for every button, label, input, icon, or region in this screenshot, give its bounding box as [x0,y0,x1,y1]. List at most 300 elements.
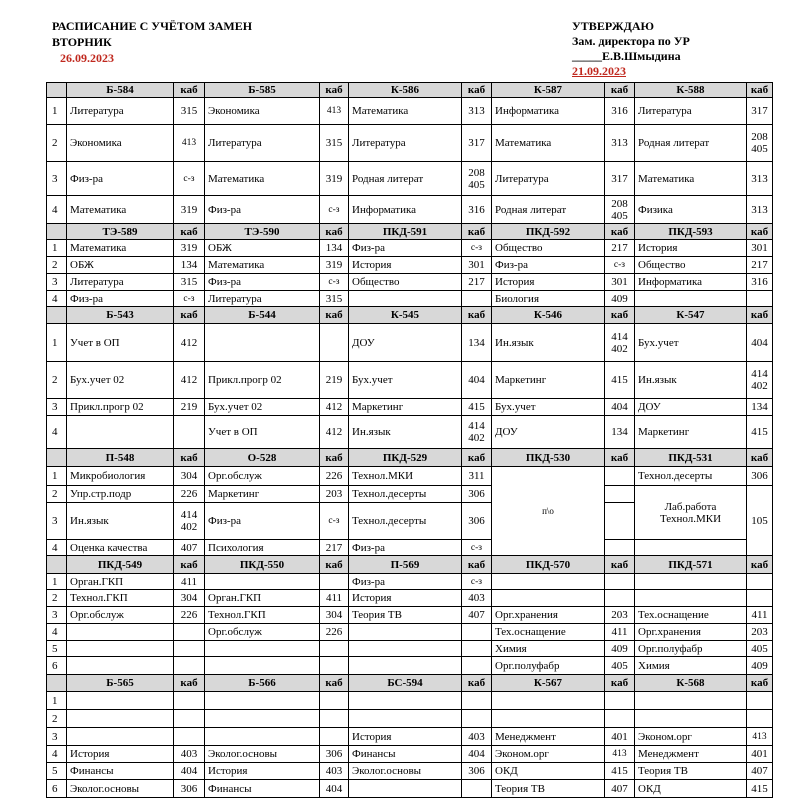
subject-cell [349,780,462,798]
subject-cell: Упр.стр.подр [67,486,174,503]
group-name: Б-585 [205,83,320,98]
subject-cell [492,590,605,607]
lesson-row [47,746,773,763]
room-number: 404 [174,763,205,780]
lesson-number: 4 [47,624,67,641]
subject-cell [67,657,174,675]
room-number: 413 [320,98,349,125]
schedule-date: 26.09.2023 [60,51,114,65]
subject-cell: Литература [205,125,320,162]
group-name: К-588 [635,83,747,98]
room-number: с-з [174,291,205,307]
group-name: ПКД-592 [492,224,605,240]
room-number [605,710,635,728]
subject-cell [67,624,174,641]
row-number-header [47,307,67,324]
lesson-row [47,240,773,257]
room-number: 315 [320,125,349,162]
room-number: 415 [605,763,635,780]
subject-cell: Технол.десерты [349,486,462,503]
lesson-number: 3 [47,162,67,196]
room-number [320,710,349,728]
lesson-row [47,624,773,641]
group-name: Б-565 [67,675,174,692]
subject-cell [635,692,747,710]
subject-cell: История [349,590,462,607]
subject-cell: Информатика [349,196,462,224]
room-number: 319 [174,196,205,224]
subject-cell: Экономика [67,125,174,162]
room-number: 403 [320,763,349,780]
room-number: 301 [462,257,492,274]
subject-cell: Физ-ра [205,196,320,224]
subject-cell: Физ-ра [67,291,174,307]
subject-cell: Учет в ОП [67,324,174,362]
day-label: ВТОРНИК [52,35,112,49]
subject-cell [205,728,320,746]
group-header-row [47,449,773,467]
room-number: 412 [320,416,349,449]
room-column-header: каб [174,83,205,98]
group-header-row [47,556,773,574]
room-number: 403 [462,590,492,607]
group-name: ПКД-531 [635,449,747,467]
lesson-row [47,162,773,196]
room-number: 407 [747,763,773,780]
room-number: 226 [174,607,205,624]
subject-cell: ОБЖ [67,257,174,274]
room-column-header: каб [462,224,492,240]
group-name: ПКД-591 [349,224,462,240]
room-number [320,728,349,746]
room-number: 413 [605,746,635,763]
room-number [174,657,205,675]
room-number: 319 [320,162,349,196]
subject-cell [205,710,320,728]
subject-cell: История [67,746,174,763]
subject-cell: Тех.оснащение [635,607,747,624]
subject-cell: ОКД [635,780,747,798]
room-number [320,657,349,675]
room-number: с-з [462,240,492,257]
room-number: с-з [462,540,492,556]
lesson-number: 4 [47,416,67,449]
group-name: Б-584 [67,83,174,98]
room-number: 315 [320,291,349,307]
group-name: ПКД-571 [635,556,747,574]
lesson-row [47,399,773,416]
page-title: РАСПИСАНИЕ С УЧЁТОМ ЗАМЕН [52,19,253,33]
subject-cell: Орг.обслуж [67,607,174,624]
room-column-header: каб [174,449,205,467]
room-number: 208 405 [605,196,635,224]
room-column-header: каб [747,224,773,240]
group-name: Б-543 [67,307,174,324]
room-number: 306 [462,763,492,780]
room-number: 407 [605,780,635,798]
row-number-header [47,675,67,692]
room-number: 134 [320,240,349,257]
room-column-header: каб [174,556,205,574]
lesson-row [47,710,773,728]
room-number: 217 [605,240,635,257]
subject-cell: Физ-ра [349,574,462,590]
room-number: 412 [174,362,205,399]
subject-cell: Физ-ра [349,540,462,556]
lesson-row [47,324,773,362]
subject-cell [205,574,320,590]
subject-cell: Прикл.прогр 02 [67,399,174,416]
row-number-header [47,83,67,98]
lesson-row [47,641,773,657]
room-number: 304 [174,590,205,607]
lesson-row [47,467,773,486]
room-number [462,624,492,641]
subject-cell: Физ-ра [67,162,174,196]
room-column-header: каб [320,449,349,467]
subject-cell: Теория ТВ [492,780,605,798]
room-number [605,503,635,540]
subject-cell: Технол.десерты [349,503,462,540]
subject-cell: Математика [205,162,320,196]
group-name: ТЭ-589 [67,224,174,240]
subject-cell: Финансы [67,763,174,780]
row-number-header [47,556,67,574]
subject-cell: Общество [349,274,462,291]
room-number: 217 [462,274,492,291]
room-number [605,467,635,486]
subject-cell: Эколог.основы [205,746,320,763]
lesson-number: 2 [47,710,67,728]
room-number: 134 [747,399,773,416]
subject-cell [635,590,747,607]
subject-cell [205,641,320,657]
lab-work-cell: Лаб.работа Технол.МКИ [635,486,747,540]
subject-cell: ДОУ [349,324,462,362]
subject-cell: Литература [67,274,174,291]
subject-cell: Ин.язык [67,503,174,540]
room-number: 404 [320,780,349,798]
room-column-header: каб [320,675,349,692]
room-number: 317 [747,98,773,125]
group-name: К-587 [492,83,605,98]
row-number-header [47,449,67,467]
lesson-row [47,540,773,556]
lesson-row [47,574,773,590]
subject-cell [635,710,747,728]
room-number: 411 [320,590,349,607]
subject-cell [67,692,174,710]
subject-cell [349,710,462,728]
subject-cell: Информатика [635,274,747,291]
group-name: К-547 [635,307,747,324]
subject-cell: Орг.обслуж [205,624,320,641]
subject-cell: История [349,257,462,274]
subject-cell: Бух.учет [349,362,462,399]
room-number [462,710,492,728]
subject-cell: Технол.ГКП [67,590,174,607]
subject-cell: Оценка качества [67,540,174,556]
subject-cell: История [635,240,747,257]
room-number [320,324,349,362]
subject-cell: Эколог.основы [349,763,462,780]
room-column-header: каб [605,675,635,692]
lesson-number: 1 [47,240,67,257]
room-number: 313 [747,162,773,196]
room-number: 319 [174,240,205,257]
room-number: 404 [747,324,773,362]
group-name: Б-566 [205,675,320,692]
room-number: 304 [320,607,349,624]
group-name: К-567 [492,675,605,692]
room-column-header: каб [747,449,773,467]
subject-cell: Математика [67,240,174,257]
room-number: 415 [747,416,773,449]
subject-cell: Родная литерат [635,125,747,162]
room-number [605,590,635,607]
subject-cell: Теория ТВ [635,763,747,780]
room-number: 412 [174,324,205,362]
subject-cell: Литература [635,98,747,125]
room-number [174,624,205,641]
room-number: 415 [605,362,635,399]
room-number [462,780,492,798]
room-number [462,641,492,657]
room-number: 301 [605,274,635,291]
subject-cell: Технол.МКИ [349,467,462,486]
group-name: ПКД-529 [349,449,462,467]
subject-cell: Маркетинг [349,399,462,416]
subject-cell: ОКД [492,763,605,780]
subject-cell: Физ-ра [205,503,320,540]
subject-cell [635,291,747,307]
subject-cell: Бух.учет [635,324,747,362]
lesson-row [47,196,773,224]
room-column-header: каб [174,224,205,240]
group-name: П-548 [67,449,174,467]
room-number: 411 [747,607,773,624]
subject-cell: Эколог.основы [67,780,174,798]
room-number [174,641,205,657]
group-name: ПКД-530 [492,449,605,467]
lesson-row [47,692,773,710]
room-number: 315 [174,274,205,291]
subject-cell: Психология [205,540,320,556]
schedule-table [46,82,773,798]
subject-cell: Орган.ГКП [67,574,174,590]
subject-cell [67,416,174,449]
lesson-row [47,362,773,399]
subject-cell [349,624,462,641]
group-name: О-528 [205,449,320,467]
subject-cell [67,710,174,728]
lesson-number: 5 [47,641,67,657]
room-number [174,416,205,449]
group-header-row [47,307,773,324]
subject-cell: Родная литерат [492,196,605,224]
room-number: 208 405 [747,125,773,162]
subject-cell: История [492,274,605,291]
lesson-number: 3 [47,399,67,416]
lesson-number: 1 [47,692,67,710]
room-column-header: каб [320,224,349,240]
room-number: с-з [320,274,349,291]
room-number: 134 [174,257,205,274]
room-number: 313 [462,98,492,125]
subject-cell: Бух.учет [492,399,605,416]
lesson-row [47,291,773,307]
subject-cell: Математика [492,125,605,162]
room-number: 409 [605,641,635,657]
lesson-number: 1 [47,324,67,362]
group-name: К-568 [635,675,747,692]
approval-stamp [572,19,690,79]
lesson-row [47,763,773,780]
subject-cell: История [349,728,462,746]
lesson-number: 3 [47,728,67,746]
room-number: 306 [174,780,205,798]
room-number: 404 [605,399,635,416]
subject-cell: Физика [635,196,747,224]
subject-cell: Бух.учет 02 [67,362,174,399]
room-number: 301 [747,240,773,257]
room-number: 316 [462,196,492,224]
room-number [320,574,349,590]
room-column-header: каб [747,83,773,98]
room-number: 405 [747,641,773,657]
room-number [747,574,773,590]
lesson-row [47,657,773,675]
practice-note: п\о [492,467,605,556]
room-column-header: каб [747,675,773,692]
room-number: 208 405 [462,162,492,196]
room-number: 317 [605,162,635,196]
lesson-number: 5 [47,763,67,780]
room-number: с-з [320,196,349,224]
group-header-row [47,83,773,98]
lesson-row [47,728,773,746]
room-column-header: каб [320,307,349,324]
room-number: с-з [462,574,492,590]
lesson-number: 2 [47,125,67,162]
room-number: 401 [747,746,773,763]
subject-cell: Маркетинг [205,486,320,503]
subject-cell: Менеджмент [635,746,747,763]
subject-cell: Родная литерат [349,162,462,196]
subject-cell: Тех.оснащение [492,624,605,641]
subject-cell: Теория ТВ [349,607,462,624]
subject-cell [492,692,605,710]
room-number [605,540,635,556]
room-number: 409 [605,291,635,307]
lesson-row [47,486,773,503]
subject-cell: Менеджмент [492,728,605,746]
room-number: 203 [605,607,635,624]
room-number: 411 [605,624,635,641]
room-number [174,728,205,746]
subject-cell: Экономика [205,98,320,125]
subject-cell [205,324,320,362]
subject-cell [349,657,462,675]
subject-cell: Технол.десерты [635,467,747,486]
room-column-header: каб [605,556,635,574]
room-number: 403 [462,728,492,746]
room-number: с-з [320,503,349,540]
room-column-header: каб [462,307,492,324]
room-number [747,692,773,710]
room-column-header: каб [174,675,205,692]
subject-cell: ОБЖ [205,240,320,257]
group-header-row [47,224,773,240]
room-number: 407 [462,607,492,624]
subject-cell [349,291,462,307]
subject-cell: Математика [67,196,174,224]
subject-cell [67,641,174,657]
subject-cell: Литература [205,291,320,307]
lesson-number: 1 [47,467,67,486]
room-number: 407 [174,540,205,556]
room-number: 217 [747,257,773,274]
subject-cell: Ин.язык [349,416,462,449]
room-number: 306 [747,467,773,486]
subject-cell [492,574,605,590]
room-number: 105 [747,486,773,556]
room-number: 404 [462,746,492,763]
subject-cell [205,657,320,675]
room-number: с-з [174,162,205,196]
lesson-number: 2 [47,486,67,503]
room-column-header: каб [605,307,635,324]
subject-cell: Орг.полуфабр [492,657,605,675]
room-number [320,692,349,710]
room-number: 226 [174,486,205,503]
room-number: 304 [174,467,205,486]
subject-cell: Технол.ГКП [205,607,320,624]
lesson-number: 3 [47,274,67,291]
room-number: 316 [605,98,635,125]
subject-cell [67,728,174,746]
subject-cell: ДОУ [492,416,605,449]
room-number: 316 [747,274,773,291]
lesson-row [47,98,773,125]
room-number: с-з [605,257,635,274]
subject-cell [492,710,605,728]
room-number [605,486,635,503]
room-number [462,657,492,675]
subject-cell: ДОУ [635,399,747,416]
subject-cell: Бух.учет 02 [205,399,320,416]
room-number: 414 402 [605,324,635,362]
room-number: 413 [174,125,205,162]
lesson-number: 1 [47,98,67,125]
room-number: 306 [320,746,349,763]
room-column-header: каб [462,675,492,692]
lesson-number: 4 [47,196,67,224]
room-number [462,291,492,307]
room-number: 412 [320,399,349,416]
subject-cell: Информатика [492,98,605,125]
subject-cell: Орг.обслуж [205,467,320,486]
subject-cell: Физ-ра [492,257,605,274]
lesson-number: 2 [47,257,67,274]
approval-signature: _____Е.В.Шмыдина [572,49,681,63]
group-name: ТЭ-590 [205,224,320,240]
subject-cell: Литература [349,125,462,162]
room-column-header: каб [747,556,773,574]
room-number [605,574,635,590]
room-number: 226 [320,467,349,486]
lesson-number: 1 [47,574,67,590]
